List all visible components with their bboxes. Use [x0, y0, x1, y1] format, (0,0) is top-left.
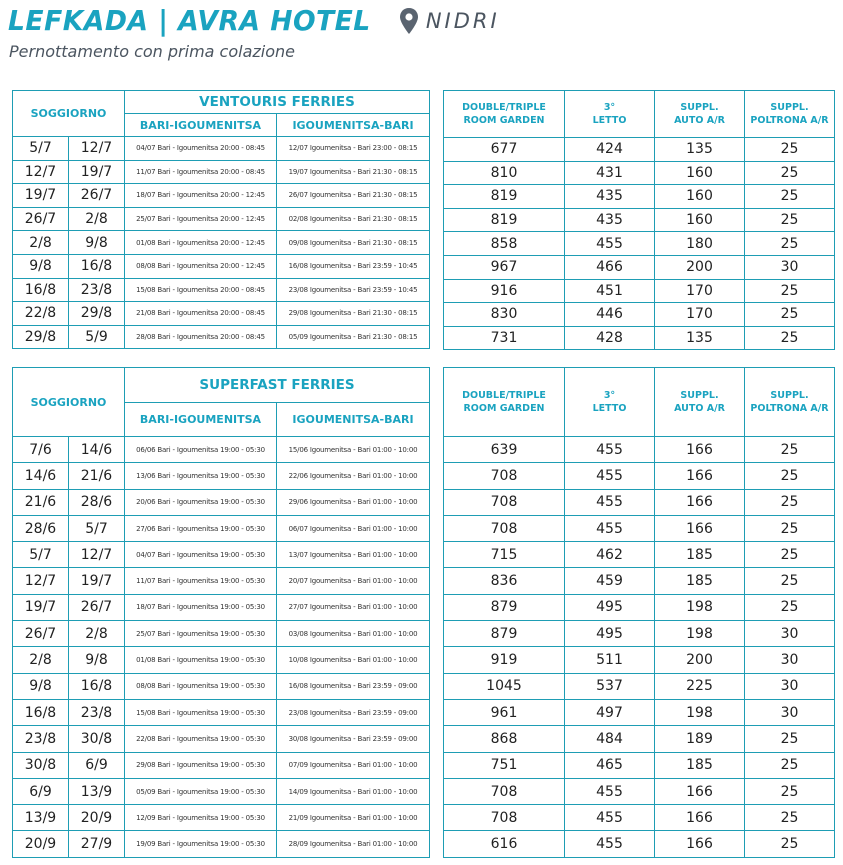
car-supplement-cell: 166 [655, 831, 745, 857]
table-row [444, 255, 835, 279]
table-row [444, 303, 835, 327]
seat-supplement-cell: 25 [745, 568, 835, 594]
car-supplement-cell: 225 [655, 673, 745, 699]
car-supplement-cell: 166 [655, 463, 745, 489]
return-ferry-cell: 16/08 Igoumenitsa - Bari 23:59 - 09:00 [277, 673, 430, 699]
superfast-price-table [443, 367, 835, 858]
third-bed-price-cell: 446 [565, 303, 655, 327]
double-room-price-cell: 616 [444, 831, 565, 857]
table-row [13, 302, 430, 326]
stay-end-cell: 9/8 [69, 647, 125, 673]
seat-supplement-cell: 25 [745, 279, 835, 303]
stay-start-cell: 7/6 [13, 437, 69, 463]
seat-supplement-cell: 25 [745, 138, 835, 162]
outbound-ferry-cell: 21/08 Bari - Igoumenitsa 20:00 - 08:45 [125, 302, 277, 326]
table-row [444, 326, 835, 350]
double-room-header: DOUBLE/TRIPLE ROOM GARDEN [444, 91, 565, 138]
table-row [13, 805, 430, 831]
stay-end-cell: 20/9 [69, 805, 125, 831]
seat-supplement-cell: 30 [745, 255, 835, 279]
soggiorno-header: SOGGIORNO [13, 368, 125, 437]
seat-supplement-cell: 25 [745, 831, 835, 857]
double-room-price-cell: 708 [444, 463, 565, 489]
stay-start-cell: 13/9 [13, 805, 69, 831]
stay-end-cell: 19/7 [69, 160, 125, 184]
table-row [13, 207, 430, 231]
table-row [13, 325, 430, 349]
stay-end-cell: 9/8 [69, 231, 125, 255]
table-row [444, 568, 835, 594]
third-bed-price-cell: 484 [565, 726, 655, 752]
third-bed-price-cell: 455 [565, 778, 655, 804]
table-row [444, 542, 835, 568]
table-row [13, 231, 430, 255]
car-supplement-cell: 170 [655, 279, 745, 303]
outbound-ferry-cell: 25/07 Bari - Igoumenitsa 19:00 - 05:30 [125, 621, 277, 647]
stay-start-cell: 26/7 [13, 621, 69, 647]
table-row [13, 489, 430, 515]
table-row [444, 279, 835, 303]
table-row [444, 185, 835, 209]
seat-supplement-cell: 25 [745, 726, 835, 752]
car-supplement-cell: 198 [655, 594, 745, 620]
third-bed-price-cell: 459 [565, 568, 655, 594]
table-row [444, 138, 835, 162]
return-ferry-cell: 22/06 Igoumenitsa - Bari 01:00 - 10:00 [277, 463, 430, 489]
car-supplement-cell: 200 [655, 255, 745, 279]
return-ferry-cell: 10/08 Igoumenitsa - Bari 01:00 - 10:00 [277, 647, 430, 673]
car-supplement-cell: 180 [655, 232, 745, 256]
car-supplement-cell: 185 [655, 568, 745, 594]
table-row [444, 673, 835, 699]
outbound-ferry-cell: 04/07 Bari - Igoumenitsa 20:00 - 08:45 [125, 137, 277, 161]
stay-start-cell: 9/8 [13, 254, 69, 278]
stay-start-cell: 19/7 [13, 594, 69, 620]
stay-start-cell: 23/8 [13, 726, 69, 752]
stay-start-cell: 5/7 [13, 542, 69, 568]
table-row [13, 778, 430, 804]
table-row [444, 161, 835, 185]
seat-supplement-cell: 25 [745, 161, 835, 185]
double-room-price-cell: 961 [444, 699, 565, 725]
route-back-header: IGOUMENITSA-BARI [277, 114, 430, 137]
superfast-schedule-table [12, 367, 430, 858]
stay-start-cell: 5/7 [13, 137, 69, 161]
seat-supplement-header: SUPPL. POLTRONA A/R [745, 368, 835, 437]
seat-supplement-cell: 30 [745, 673, 835, 699]
return-ferry-cell: 29/06 Igoumenitsa - Bari 01:00 - 10:00 [277, 489, 430, 515]
outbound-ferry-cell: 28/08 Bari - Igoumenitsa 20:00 - 08:45 [125, 325, 277, 349]
page-title: LEFKADA | AVRA HOTEL [8, 4, 371, 37]
return-ferry-cell: 03/08 Igoumenitsa - Bari 01:00 - 10:00 [277, 621, 430, 647]
stay-end-cell: 12/7 [69, 137, 125, 161]
table-row [13, 621, 430, 647]
table-row [444, 594, 835, 620]
double-room-price-cell: 751 [444, 752, 565, 778]
table-row [13, 254, 430, 278]
seat-supplement-cell: 25 [745, 542, 835, 568]
table-row [444, 752, 835, 778]
car-supplement-header: SUPPL. AUTO A/R [655, 368, 745, 437]
outbound-ferry-cell: 12/09 Bari - Igoumenitsa 19:00 - 05:30 [125, 805, 277, 831]
double-room-header: DOUBLE/TRIPLE ROOM GARDEN [444, 368, 565, 437]
table-row [13, 699, 430, 725]
stay-start-cell: 20/9 [13, 831, 69, 857]
table-row [13, 160, 430, 184]
car-supplement-cell: 166 [655, 778, 745, 804]
table-row [13, 542, 430, 568]
stay-start-cell: 28/6 [13, 515, 69, 541]
table-row [13, 515, 430, 541]
route-out-header: BARI-IGOUMENITSA [125, 114, 277, 137]
seat-supplement-cell: 25 [745, 778, 835, 804]
double-room-price-cell: 879 [444, 621, 565, 647]
seat-supplement-cell: 30 [745, 647, 835, 673]
third-bed-price-cell: 495 [565, 594, 655, 620]
outbound-ferry-cell: 06/06 Bari - Igoumenitsa 19:00 - 05:30 [125, 437, 277, 463]
seat-supplement-cell: 25 [745, 437, 835, 463]
stay-end-cell: 12/7 [69, 542, 125, 568]
double-room-price-cell: 810 [444, 161, 565, 185]
double-room-price-cell: 819 [444, 185, 565, 209]
double-room-price-cell: 708 [444, 515, 565, 541]
route-out-header: BARI-IGOUMENITSA [125, 403, 277, 437]
stay-end-cell: 27/9 [69, 831, 125, 857]
return-ferry-cell: 15/06 Igoumenitsa - Bari 01:00 - 10:00 [277, 437, 430, 463]
return-ferry-cell: 09/08 Igoumenitsa - Bari 21:30 - 08:15 [277, 231, 430, 255]
stay-start-cell: 16/8 [13, 278, 69, 302]
table-row [13, 184, 430, 208]
car-supplement-cell: 166 [655, 805, 745, 831]
table-row [444, 515, 835, 541]
double-room-price-cell: 708 [444, 489, 565, 515]
outbound-ferry-cell: 11/07 Bari - Igoumenitsa 19:00 - 05:30 [125, 568, 277, 594]
stay-end-cell: 21/6 [69, 463, 125, 489]
table-row [13, 278, 430, 302]
outbound-ferry-cell: 27/06 Bari - Igoumenitsa 19:00 - 05:30 [125, 515, 277, 541]
table-row [13, 673, 430, 699]
seat-supplement-header: SUPPL. POLTRONA A/R [745, 91, 835, 138]
table-row [444, 805, 835, 831]
car-supplement-cell: 135 [655, 138, 745, 162]
car-supplement-cell: 166 [655, 515, 745, 541]
stay-end-cell: 2/8 [69, 207, 125, 231]
seat-supplement-cell: 25 [745, 208, 835, 232]
third-bed-price-cell: 462 [565, 542, 655, 568]
third-bed-price-cell: 455 [565, 805, 655, 831]
third-bed-price-cell: 455 [565, 831, 655, 857]
third-bed-price-cell: 455 [565, 463, 655, 489]
table-row [444, 778, 835, 804]
ventouris-schedule-table [12, 90, 430, 349]
table-row [444, 437, 835, 463]
double-room-price-cell: 819 [444, 208, 565, 232]
stay-start-cell: 2/8 [13, 647, 69, 673]
return-ferry-cell: 28/09 Igoumenitsa - Bari 01:00 - 10:00 [277, 831, 430, 857]
ferry-name-header: VENTOURIS FERRIES [125, 91, 430, 114]
return-ferry-cell: 23/08 Igoumenitsa - Bari 23:59 - 10:45 [277, 278, 430, 302]
stay-start-cell: 21/6 [13, 489, 69, 515]
outbound-ferry-cell: 15/08 Bari - Igoumenitsa 19:00 - 05:30 [125, 699, 277, 725]
table-row [13, 647, 430, 673]
return-ferry-cell: 12/07 Igoumenitsa - Bari 23:00 - 08:15 [277, 137, 430, 161]
car-supplement-cell: 166 [655, 437, 745, 463]
double-room-price-cell: 830 [444, 303, 565, 327]
double-room-price-cell: 731 [444, 326, 565, 350]
seat-supplement-cell: 25 [745, 489, 835, 515]
seat-supplement-cell: 25 [745, 232, 835, 256]
stay-start-cell: 26/7 [13, 207, 69, 231]
return-ferry-cell: 14/09 Igoumenitsa - Bari 01:00 - 10:00 [277, 778, 430, 804]
car-supplement-cell: 170 [655, 303, 745, 327]
stay-end-cell: 23/8 [69, 699, 125, 725]
third-bed-price-cell: 435 [565, 185, 655, 209]
third-bed-price-cell: 466 [565, 255, 655, 279]
double-room-price-cell: 836 [444, 568, 565, 594]
soggiorno-header: SOGGIORNO [13, 91, 125, 137]
stay-end-cell: 5/7 [69, 515, 125, 541]
return-ferry-cell: 29/08 Igoumenitsa - Bari 21:30 - 08:15 [277, 302, 430, 326]
stay-start-cell: 2/8 [13, 231, 69, 255]
stay-start-cell: 12/7 [13, 160, 69, 184]
seat-supplement-cell: 25 [745, 515, 835, 541]
stay-end-cell: 26/7 [69, 184, 125, 208]
double-room-price-cell: 677 [444, 138, 565, 162]
outbound-ferry-cell: 08/08 Bari - Igoumenitsa 20:00 - 12:45 [125, 254, 277, 278]
route-back-header: IGOUMENITSA-BARI [277, 403, 430, 437]
stay-end-cell: 6/9 [69, 752, 125, 778]
return-ferry-cell: 23/08 Igoumenitsa - Bari 23:59 - 09:00 [277, 699, 430, 725]
return-ferry-cell: 07/09 Igoumenitsa - Bari 01:00 - 10:00 [277, 752, 430, 778]
double-room-price-cell: 1045 [444, 673, 565, 699]
outbound-ferry-cell: 20/06 Bari - Igoumenitsa 19:00 - 05:30 [125, 489, 277, 515]
stay-start-cell: 19/7 [13, 184, 69, 208]
outbound-ferry-cell: 19/09 Bari - Igoumenitsa 19:00 - 05:30 [125, 831, 277, 857]
double-room-price-cell: 879 [444, 594, 565, 620]
outbound-ferry-cell: 18/07 Bari - Igoumenitsa 19:00 - 05:30 [125, 594, 277, 620]
return-ferry-cell: 16/08 Igoumenitsa - Bari 23:59 - 10:45 [277, 254, 430, 278]
stay-end-cell: 23/8 [69, 278, 125, 302]
return-ferry-cell: 13/07 Igoumenitsa - Bari 01:00 - 10:00 [277, 542, 430, 568]
third-bed-price-cell: 435 [565, 208, 655, 232]
return-ferry-cell: 05/09 Igoumenitsa - Bari 21:30 - 08:15 [277, 325, 430, 349]
table-row [444, 726, 835, 752]
seat-supplement-cell: 25 [745, 805, 835, 831]
third-bed-price-cell: 451 [565, 279, 655, 303]
outbound-ferry-cell: 08/08 Bari - Igoumenitsa 19:00 - 05:30 [125, 673, 277, 699]
seat-supplement-cell: 25 [745, 185, 835, 209]
third-bed-header: 3° LETTO [565, 91, 655, 138]
seat-supplement-cell: 25 [745, 463, 835, 489]
table-row [13, 568, 430, 594]
stay-start-cell: 6/9 [13, 778, 69, 804]
page-header [8, 4, 500, 37]
car-supplement-cell: 160 [655, 185, 745, 209]
outbound-ferry-cell: 18/07 Bari - Igoumenitsa 20:00 - 12:45 [125, 184, 277, 208]
return-ferry-cell: 27/07 Igoumenitsa - Bari 01:00 - 10:00 [277, 594, 430, 620]
stay-end-cell: 14/6 [69, 437, 125, 463]
ferry-name-header: SUPERFAST FERRIES [125, 368, 430, 403]
third-bed-price-cell: 424 [565, 138, 655, 162]
outbound-ferry-cell: 01/08 Bari - Igoumenitsa 19:00 - 05:30 [125, 647, 277, 673]
third-bed-price-cell: 431 [565, 161, 655, 185]
double-room-price-cell: 868 [444, 726, 565, 752]
car-supplement-cell: 160 [655, 161, 745, 185]
return-ferry-cell: 20/07 Igoumenitsa - Bari 01:00 - 10:00 [277, 568, 430, 594]
double-room-price-cell: 639 [444, 437, 565, 463]
return-ferry-cell: 19/07 Igoumenitsa - Bari 21:30 - 08:15 [277, 160, 430, 184]
return-ferry-cell: 06/07 Igoumenitsa - Bari 01:00 - 10:00 [277, 515, 430, 541]
seat-supplement-cell: 25 [745, 752, 835, 778]
car-supplement-cell: 198 [655, 699, 745, 725]
car-supplement-cell: 198 [655, 621, 745, 647]
table-row [444, 208, 835, 232]
outbound-ferry-cell: 05/09 Bari - Igoumenitsa 19:00 - 05:30 [125, 778, 277, 804]
car-supplement-cell: 200 [655, 647, 745, 673]
car-supplement-header: SUPPL. AUTO A/R [655, 91, 745, 138]
double-room-price-cell: 967 [444, 255, 565, 279]
table-row [13, 831, 430, 857]
table-row [13, 594, 430, 620]
return-ferry-cell: 26/07 Igoumenitsa - Bari 21:30 - 08:15 [277, 184, 430, 208]
table-row [444, 831, 835, 857]
double-room-price-cell: 715 [444, 542, 565, 568]
seat-supplement-cell: 25 [745, 594, 835, 620]
seat-supplement-cell: 25 [745, 326, 835, 350]
stay-end-cell: 16/8 [69, 673, 125, 699]
return-ferry-cell: 21/09 Igoumenitsa - Bari 01:00 - 10:00 [277, 805, 430, 831]
table-row [13, 137, 430, 161]
table-row [13, 437, 430, 463]
double-room-price-cell: 858 [444, 232, 565, 256]
car-supplement-cell: 189 [655, 726, 745, 752]
ventouris-price-table [443, 90, 835, 350]
map-pin-icon [398, 7, 420, 35]
seat-supplement-cell: 25 [745, 303, 835, 327]
outbound-ferry-cell: 04/07 Bari - Igoumenitsa 19:00 - 05:30 [125, 542, 277, 568]
stay-end-cell: 19/7 [69, 568, 125, 594]
third-bed-price-cell: 455 [565, 437, 655, 463]
stay-end-cell: 2/8 [69, 621, 125, 647]
stay-end-cell: 16/8 [69, 254, 125, 278]
stay-end-cell: 29/8 [69, 302, 125, 326]
double-room-price-cell: 708 [444, 778, 565, 804]
table-row [444, 699, 835, 725]
return-ferry-cell: 30/08 Igoumenitsa - Bari 23:59 - 09:00 [277, 726, 430, 752]
table-row [444, 489, 835, 515]
outbound-ferry-cell: 22/08 Bari - Igoumenitsa 19:00 - 05:30 [125, 726, 277, 752]
outbound-ferry-cell: 13/06 Bari - Igoumenitsa 19:00 - 05:30 [125, 463, 277, 489]
outbound-ferry-cell: 29/08 Bari - Igoumenitsa 19:00 - 05:30 [125, 752, 277, 778]
stay-start-cell: 16/8 [13, 699, 69, 725]
third-bed-price-cell: 497 [565, 699, 655, 725]
outbound-ferry-cell: 01/08 Bari - Igoumenitsa 20:00 - 12:45 [125, 231, 277, 255]
stay-start-cell: 12/7 [13, 568, 69, 594]
table-row [13, 726, 430, 752]
third-bed-price-cell: 455 [565, 515, 655, 541]
third-bed-price-cell: 455 [565, 232, 655, 256]
stay-start-cell: 9/8 [13, 673, 69, 699]
third-bed-price-cell: 511 [565, 647, 655, 673]
third-bed-price-cell: 495 [565, 621, 655, 647]
outbound-ferry-cell: 15/08 Bari - Igoumenitsa 20:00 - 08:45 [125, 278, 277, 302]
stay-end-cell: 26/7 [69, 594, 125, 620]
stay-start-cell: 30/8 [13, 752, 69, 778]
stay-start-cell: 22/8 [13, 302, 69, 326]
car-supplement-cell: 166 [655, 489, 745, 515]
table-row [444, 647, 835, 673]
double-room-price-cell: 919 [444, 647, 565, 673]
car-supplement-cell: 185 [655, 752, 745, 778]
table-row [13, 752, 430, 778]
table-row [444, 463, 835, 489]
table-row [444, 621, 835, 647]
page-subtitle: Pernottamento con prima colazione [9, 42, 295, 61]
stay-end-cell: 30/8 [69, 726, 125, 752]
double-room-price-cell: 916 [444, 279, 565, 303]
stay-end-cell: 13/9 [69, 778, 125, 804]
stay-start-cell: 29/8 [13, 325, 69, 349]
car-supplement-cell: 185 [655, 542, 745, 568]
table-row [13, 463, 430, 489]
stay-end-cell: 5/9 [69, 325, 125, 349]
third-bed-price-cell: 428 [565, 326, 655, 350]
third-bed-price-cell: 465 [565, 752, 655, 778]
outbound-ferry-cell: 25/07 Bari - Igoumenitsa 20:00 - 12:45 [125, 207, 277, 231]
third-bed-header: 3° LETTO [565, 368, 655, 437]
outbound-ferry-cell: 11/07 Bari - Igoumenitsa 20:00 - 08:45 [125, 160, 277, 184]
seat-supplement-cell: 30 [745, 621, 835, 647]
car-supplement-cell: 160 [655, 208, 745, 232]
table-row [444, 232, 835, 256]
location-label: NIDRI [425, 8, 500, 33]
return-ferry-cell: 02/08 Igoumenitsa - Bari 21:30 - 08:15 [277, 207, 430, 231]
third-bed-price-cell: 537 [565, 673, 655, 699]
double-room-price-cell: 708 [444, 805, 565, 831]
stay-end-cell: 28/6 [69, 489, 125, 515]
seat-supplement-cell: 30 [745, 699, 835, 725]
car-supplement-cell: 135 [655, 326, 745, 350]
stay-start-cell: 14/6 [13, 463, 69, 489]
third-bed-price-cell: 455 [565, 489, 655, 515]
